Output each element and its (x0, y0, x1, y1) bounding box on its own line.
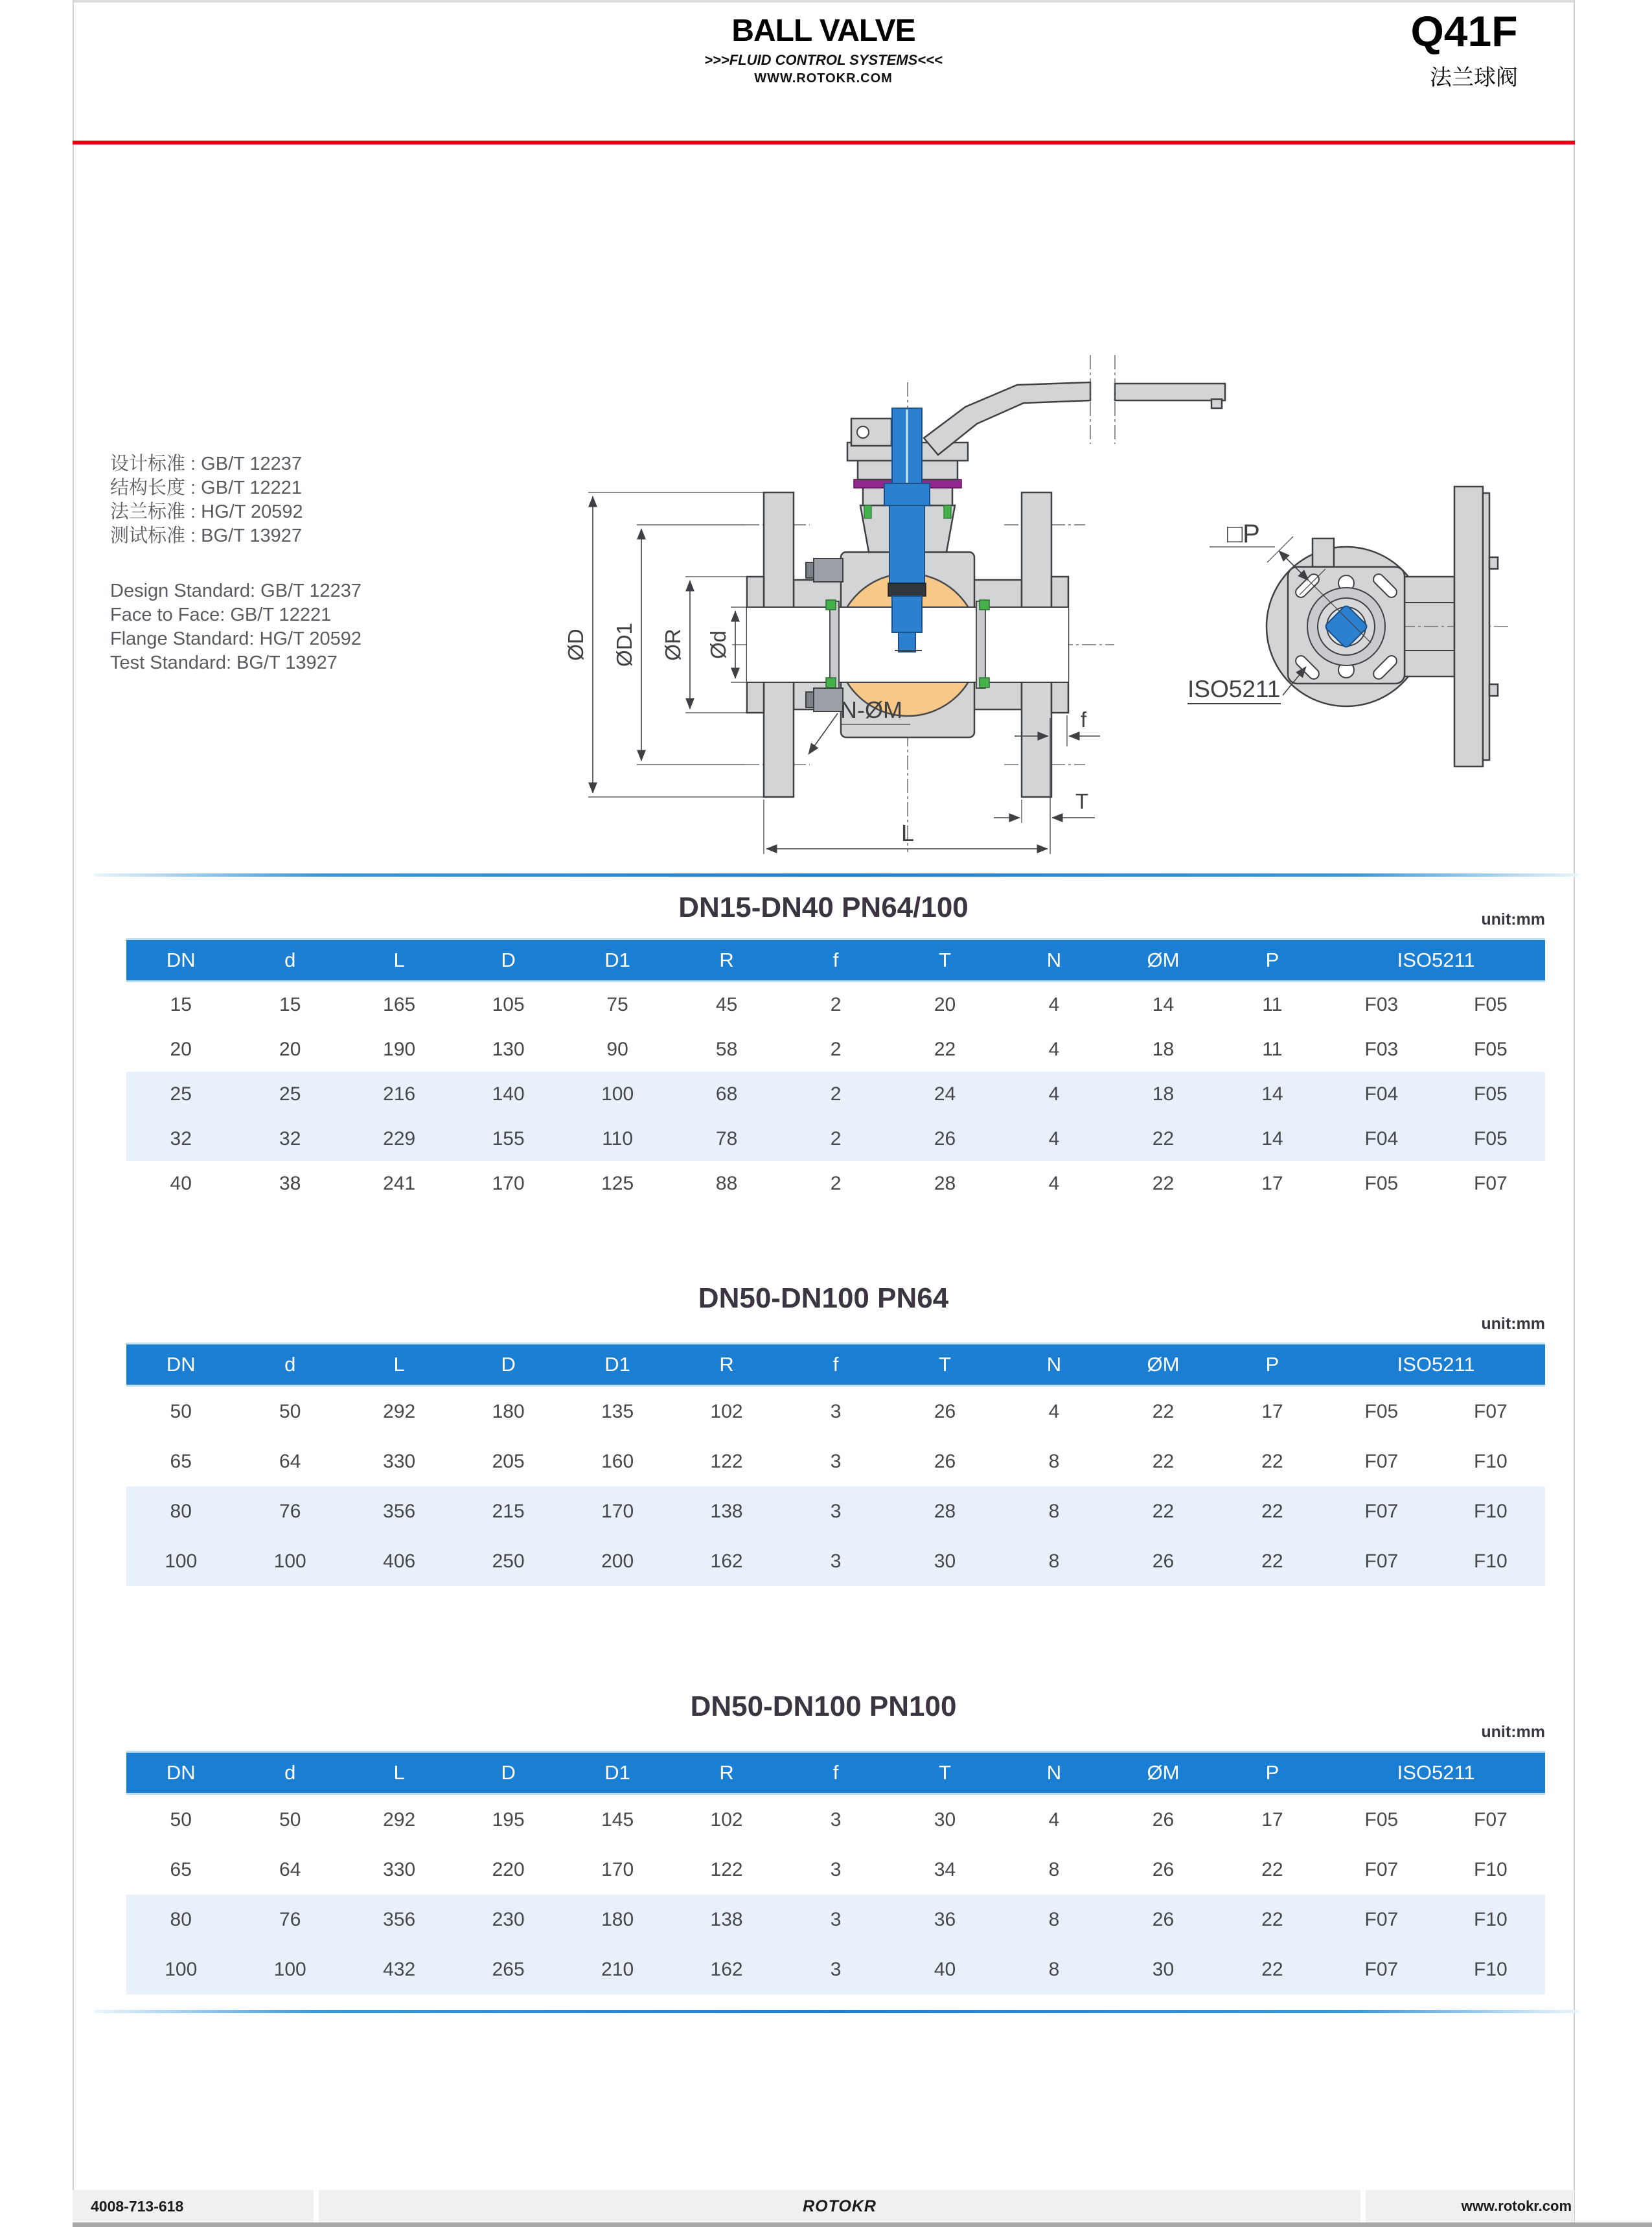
table-cell: 14 (1261, 1083, 1283, 1105)
table-cell: 3 (830, 1400, 842, 1422)
handle (924, 355, 1225, 455)
valve-end-view (1187, 487, 1509, 767)
column-header: D (501, 1353, 516, 1376)
table-cell: 292 (383, 1808, 416, 1830)
table-cell: 34 (934, 1858, 956, 1880)
column-header: d (284, 1761, 296, 1784)
table-cell: F07 (1364, 1858, 1399, 1880)
table-cell: 100 (601, 1083, 634, 1105)
table-cell: 3 (830, 1450, 842, 1472)
standard-line: 法兰标准 : HG/T 20592 (110, 502, 303, 522)
table-cell: 4 (1048, 1808, 1060, 1830)
table-cell: 22 (1261, 1858, 1283, 1880)
column-header: ØM (1147, 1761, 1180, 1784)
table-cell: 229 (383, 1127, 416, 1149)
table-cell: F10 (1474, 1908, 1508, 1930)
table-body (126, 1795, 1545, 1994)
table-cell: 190 (383, 1038, 416, 1060)
table-cell: 2 (830, 1038, 842, 1060)
table-cell: 2 (830, 1172, 842, 1194)
table-cell: 4 (1048, 993, 1060, 1015)
table-cell: 230 (492, 1908, 525, 1930)
page-subtitle: >>>FLUID CONTROL SYSTEMS<<< (704, 52, 943, 68)
table-cell: F04 (1364, 1127, 1399, 1149)
table-cell: 170 (492, 1172, 525, 1194)
footer-phone: 4008-713-618 (73, 2190, 314, 2222)
table-cell: 3 (830, 1958, 842, 1980)
table-cell: 356 (383, 1500, 416, 1522)
column-header: f (832, 1353, 839, 1376)
table-cell: 122 (710, 1858, 743, 1880)
table-cell: 80 (170, 1908, 192, 1930)
page-left-border (73, 0, 74, 2227)
table-row (126, 1437, 1545, 1486)
column-header: ISO5211 (1397, 1353, 1475, 1376)
table-row (126, 1486, 1545, 1536)
dim-label-face-height: f (1081, 708, 1087, 732)
table-cell: 8 (1048, 1858, 1060, 1880)
unit-label: unit:mm (1481, 910, 1545, 929)
table-row (126, 1845, 1545, 1895)
column-header: R (719, 1353, 734, 1376)
table-cell: 30 (1152, 1958, 1175, 1980)
table-cell: 292 (383, 1400, 416, 1422)
table-cell: 162 (710, 1958, 743, 1980)
table-cell: 18 (1152, 1038, 1175, 1060)
table-cell: 180 (601, 1908, 634, 1930)
column-header: d (284, 1353, 296, 1376)
table-row (126, 1795, 1545, 1845)
table-cell: 8 (1048, 1550, 1060, 1572)
table-cell: 88 (715, 1172, 738, 1194)
table-cell: 76 (279, 1500, 301, 1522)
table-cell: 32 (170, 1127, 192, 1149)
standard-line: Design Standard: GB/T 12237 (110, 581, 361, 601)
table-cell: 8 (1048, 1958, 1060, 1980)
table-cell: 356 (383, 1908, 416, 1930)
table-cell: 14 (1261, 1127, 1283, 1149)
model-code: Q41F (1410, 7, 1518, 55)
table-cell: F10 (1474, 1500, 1508, 1522)
table-cell: 8 (1048, 1500, 1060, 1522)
table-cell: 24 (934, 1083, 956, 1105)
table-cell: 330 (383, 1450, 416, 1472)
table-cell: 145 (601, 1808, 634, 1830)
model-name-cn: 法兰球阀 (1430, 65, 1518, 90)
table-cell: F10 (1474, 1450, 1508, 1472)
table-cell: 25 (279, 1083, 301, 1105)
table-cell: 40 (170, 1172, 192, 1194)
dim-label-bolt-circle: ØD1 (612, 623, 636, 667)
table-row (126, 1895, 1545, 1944)
table-cell: 26 (1152, 1550, 1175, 1572)
column-header: R (719, 949, 734, 971)
table-cell: 78 (715, 1127, 738, 1149)
table-cell: 26 (934, 1400, 956, 1422)
table-cell: 215 (492, 1500, 525, 1522)
table-cell: 22 (1261, 1500, 1283, 1522)
technical-drawing (551, 311, 1574, 875)
table-cell: 65 (170, 1858, 192, 1880)
table-cell: 2 (830, 1083, 842, 1105)
table-cell: 25 (170, 1083, 192, 1105)
table-cell: 50 (279, 1808, 301, 1830)
table-cell: 241 (383, 1172, 416, 1194)
table-cell: 22 (1261, 1450, 1283, 1472)
column-header: T (939, 949, 951, 971)
column-header: f (832, 949, 839, 971)
iso5211-label: ISO5211 (1187, 676, 1281, 702)
table-cell: 36 (934, 1908, 956, 1930)
table-cell: 4 (1048, 1172, 1060, 1194)
table-cell: 180 (492, 1400, 525, 1422)
table-cell: F03 (1364, 1038, 1399, 1060)
column-header: L (393, 949, 405, 971)
column-header: D1 (604, 949, 630, 971)
handle-break-lines (1090, 355, 1115, 444)
section-divider (94, 873, 1579, 877)
dim-label-stem-square: □P (1227, 520, 1260, 548)
footer-brand: ROTOKR (319, 2190, 1360, 2222)
table-cell: 162 (710, 1550, 743, 1572)
table-row (126, 1944, 1545, 1994)
end-flange (1454, 487, 1483, 767)
table-cell: 15 (279, 993, 301, 1015)
table-cell: F05 (1474, 1038, 1508, 1060)
column-header: D1 (604, 1353, 630, 1376)
table-cell: 15 (170, 993, 192, 1015)
table-cell: F07 (1364, 1450, 1399, 1472)
table-cell: 26 (1152, 1808, 1175, 1830)
table-cell: 205 (492, 1450, 525, 1472)
column-header: ØM (1147, 949, 1180, 971)
table-cell: F07 (1364, 1500, 1399, 1522)
table-cell: 250 (492, 1550, 525, 1572)
dim-label-raised-face: ØR (661, 629, 685, 661)
table-cell: 22 (1261, 1550, 1283, 1572)
table-cell: F10 (1474, 1858, 1508, 1880)
standard-line: Flange Standard: HG/T 20592 (110, 629, 361, 649)
column-header: P (1265, 949, 1279, 971)
column-header: N (1046, 1353, 1062, 1376)
table-cell: 8 (1048, 1908, 1060, 1930)
table-cell: 80 (170, 1500, 192, 1522)
table-cell: 22 (1152, 1172, 1175, 1194)
table-cell: 330 (383, 1858, 416, 1880)
table-cell: 130 (492, 1038, 525, 1060)
table-title: DN15-DN40 PN64/100 (678, 892, 969, 923)
table-cell: F07 (1364, 1958, 1399, 1980)
page-title: BALL VALVE (731, 14, 915, 48)
table-cell: 30 (934, 1550, 956, 1572)
column-header: N (1046, 949, 1062, 971)
table-cell: 58 (715, 1038, 738, 1060)
table-cell: 22 (934, 1038, 956, 1060)
table-cell: 4 (1048, 1127, 1060, 1149)
dim-label-outer-diameter: ØD (564, 629, 588, 661)
table-cell: 26 (934, 1450, 956, 1472)
table-cell: 210 (601, 1958, 634, 1980)
table-cell: 100 (273, 1550, 306, 1572)
table-cell: F05 (1474, 1127, 1508, 1149)
table-cell: 100 (273, 1958, 306, 1980)
table-cell: 406 (383, 1550, 416, 1572)
table-cell: 2 (830, 1127, 842, 1149)
table-cell: 64 (279, 1450, 301, 1472)
valve-cross-section (564, 355, 1225, 854)
table-cell: 22 (1152, 1127, 1175, 1149)
column-header: ISO5211 (1397, 1761, 1475, 1784)
table-cell: F04 (1364, 1083, 1399, 1105)
table-header-row (126, 1343, 1545, 1387)
standards-en (110, 579, 361, 675)
table-cell: 3 (830, 1500, 842, 1522)
table-row (126, 982, 1545, 1027)
table-cell: 65 (170, 1450, 192, 1472)
header-red-rule (73, 141, 1575, 144)
column-header: P (1265, 1761, 1279, 1784)
table-cell: 4 (1048, 1038, 1060, 1060)
table-cell: F10 (1474, 1550, 1508, 1572)
table-cell: 32 (279, 1127, 301, 1149)
table-cell: 17 (1261, 1808, 1283, 1830)
table-cell: 30 (934, 1808, 956, 1830)
table-cell: 155 (492, 1127, 525, 1149)
column-header: ISO5211 (1397, 949, 1475, 971)
column-header: L (393, 1761, 405, 1784)
dimension-table-pn64-100 (126, 938, 1545, 1206)
table-cell: 195 (492, 1808, 525, 1830)
column-header: R (719, 1761, 734, 1784)
table-cell: 105 (492, 993, 525, 1015)
table-cell: 26 (1152, 1858, 1175, 1880)
table-cell: 138 (710, 1908, 743, 1930)
column-header: D1 (604, 1761, 630, 1784)
table-body (126, 1387, 1545, 1586)
table-cell: F05 (1474, 993, 1508, 1015)
table-cell: 135 (601, 1400, 634, 1422)
table-cell: 28 (934, 1500, 956, 1522)
table-cell: 160 (601, 1450, 634, 1472)
table-cell: 165 (383, 993, 416, 1015)
table-cell: F07 (1364, 1908, 1399, 1930)
dimension-table-pn100 (126, 1751, 1545, 1994)
dim-label-bore: Ød (706, 630, 730, 660)
unit-label: unit:mm (1481, 1315, 1545, 1333)
column-header: N (1046, 1761, 1062, 1784)
table-cell: 200 (601, 1550, 634, 1572)
table-cell: 45 (715, 993, 738, 1015)
table-cell: 2 (830, 993, 842, 1015)
table-cell: F05 (1474, 1083, 1508, 1105)
standard-line: 结构长度 : GB/T 12221 (110, 478, 303, 498)
column-header: f (832, 1761, 839, 1784)
standard-line: 测试标准 : BG/T 13927 (110, 525, 303, 546)
table-cell: 22 (1152, 1450, 1175, 1472)
table-cell: 8 (1048, 1450, 1060, 1472)
column-header: L (393, 1353, 405, 1376)
standard-line: 设计标准 : GB/T 12237 (110, 454, 303, 474)
table-cell: F03 (1364, 993, 1399, 1015)
table-cell: 170 (601, 1500, 634, 1522)
table-cell: F07 (1474, 1172, 1508, 1194)
dimension-table-pn64 (126, 1343, 1545, 1586)
column-header: DN (166, 1761, 196, 1784)
table-cell: 11 (1262, 1038, 1283, 1060)
table-cell: 432 (383, 1958, 416, 1980)
column-header: ØM (1147, 1353, 1180, 1376)
column-header: P (1265, 1353, 1279, 1376)
table-cell: 40 (934, 1958, 956, 1980)
unit-label: unit:mm (1481, 1723, 1545, 1741)
table-cell: 68 (715, 1083, 738, 1105)
table-cell: 125 (601, 1172, 634, 1194)
table-cell: 20 (170, 1038, 192, 1060)
table-cell: F07 (1364, 1550, 1399, 1572)
table-cell: 18 (1152, 1083, 1175, 1105)
table-cell: 50 (279, 1400, 301, 1422)
dim-label-bolt-holes: N-ØM (840, 697, 902, 723)
table-cell: 3 (830, 1858, 842, 1880)
column-header: D (501, 949, 516, 971)
table-cell: 75 (606, 993, 628, 1015)
table-cell: 90 (606, 1038, 628, 1060)
header-website: WWW.ROTOKR.COM (754, 71, 893, 86)
page-bottom-bar (73, 2222, 1652, 2227)
dim-label-flange-thickness: T (1075, 789, 1089, 813)
table-cell: 4 (1048, 1083, 1060, 1105)
table-cell: F05 (1364, 1808, 1399, 1830)
column-header: T (939, 1353, 951, 1376)
table-cell: 17 (1261, 1172, 1283, 1194)
table-cell: 170 (601, 1858, 634, 1880)
table-cell: 17 (1261, 1400, 1283, 1422)
column-header: DN (166, 1353, 196, 1376)
dim-label-length: L (901, 820, 915, 846)
table-cell: 38 (279, 1172, 301, 1194)
table-cell: 122 (710, 1450, 743, 1472)
standards-cn (110, 452, 303, 548)
column-header: d (284, 949, 296, 971)
table-cell: 22 (1261, 1908, 1283, 1930)
page-top-edge (73, 0, 1575, 3)
column-header: D (501, 1761, 516, 1784)
table-header-row (126, 938, 1545, 982)
table-title: DN50-DN100 PN100 (690, 1690, 957, 1722)
table-title: DN50-DN100 PN64 (698, 1282, 949, 1314)
stem-seal (888, 583, 926, 596)
table-cell: 3 (830, 1908, 842, 1930)
table-cell: 110 (602, 1127, 634, 1149)
table-cell: 265 (492, 1958, 525, 1980)
table-row (126, 1161, 1545, 1206)
table-cell: 50 (170, 1400, 192, 1422)
table-cell: 64 (279, 1858, 301, 1880)
table-cell: 22 (1152, 1500, 1175, 1522)
table-cell: 50 (170, 1808, 192, 1830)
standard-line: Face to Face: GB/T 12221 (110, 605, 332, 625)
table-cell: 4 (1048, 1400, 1060, 1422)
table-cell: 14 (1152, 993, 1175, 1015)
table-cell: 102 (710, 1400, 743, 1422)
column-header: DN (166, 949, 196, 971)
table-cell: 26 (934, 1127, 956, 1149)
table-cell: 138 (710, 1500, 743, 1522)
table-cell: 22 (1261, 1958, 1283, 1980)
table-cell: 20 (934, 993, 956, 1015)
table-cell: 26 (1152, 1908, 1175, 1930)
table-row (126, 1027, 1545, 1072)
table-cell: 28 (934, 1172, 956, 1194)
table-cell: 216 (383, 1083, 416, 1105)
table-row (126, 1072, 1545, 1116)
table-cell: 20 (279, 1038, 301, 1060)
table-cell: F07 (1474, 1808, 1508, 1830)
table-row (126, 1536, 1545, 1586)
table-cell: 100 (165, 1958, 198, 1980)
table-cell: F07 (1474, 1400, 1508, 1422)
table-cell: F05 (1364, 1400, 1399, 1422)
table-cell: 3 (830, 1808, 842, 1830)
table-row (126, 1387, 1545, 1437)
table-cell: 220 (492, 1858, 525, 1880)
table-cell: 76 (279, 1908, 301, 1930)
table-cell: 140 (492, 1083, 525, 1105)
table-body (126, 982, 1545, 1206)
table-header-row (126, 1751, 1545, 1795)
table-cell: 3 (830, 1550, 842, 1572)
column-header: T (939, 1761, 951, 1784)
table-row (126, 1116, 1545, 1161)
footer-website: www.rotokr.com (1366, 2190, 1574, 2222)
standard-line: Test Standard: BG/T 13927 (110, 652, 338, 673)
table-cell: 100 (165, 1550, 198, 1572)
table-cell: F05 (1364, 1172, 1399, 1194)
table-cell: 11 (1262, 993, 1283, 1015)
table-cell: 22 (1152, 1400, 1175, 1422)
table-cell: 102 (710, 1808, 743, 1830)
table-cell: F10 (1474, 1958, 1508, 1980)
section-divider (94, 2010, 1579, 2013)
